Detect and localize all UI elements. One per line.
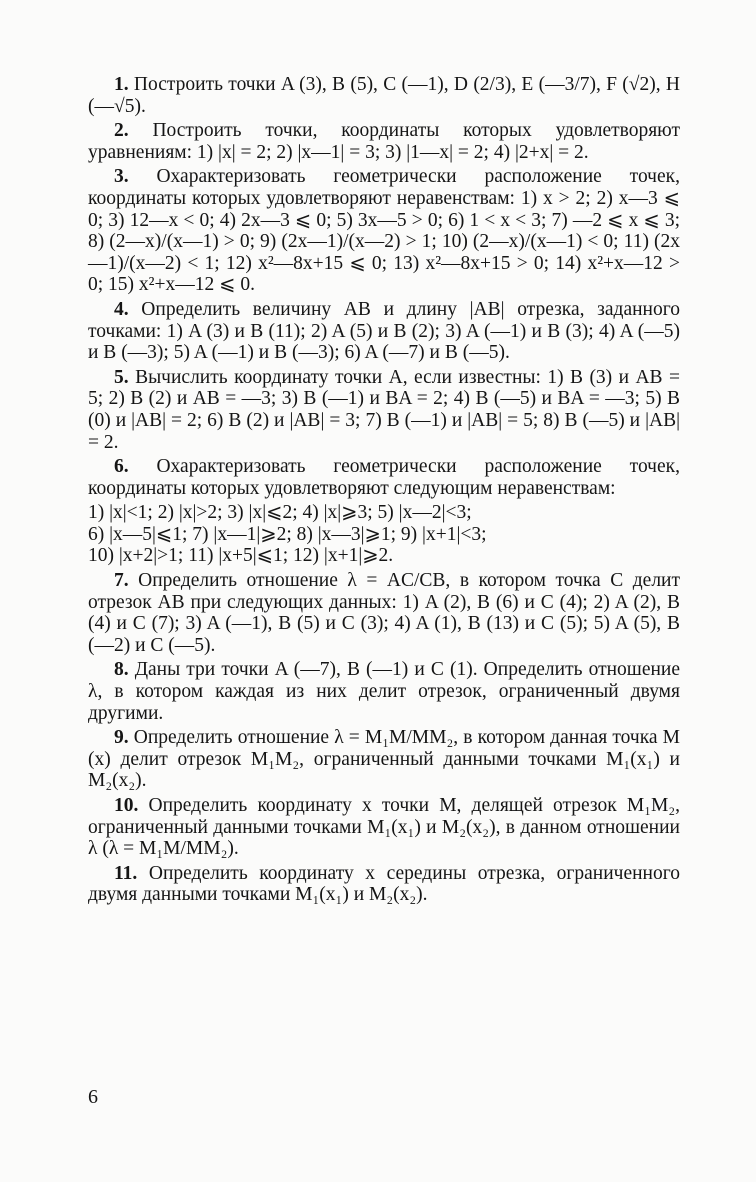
- problem-4: [88, 299, 680, 364]
- problem-text: Охарактеризовать геометрически расположение точек, координаты которых удовлетворяют неравенствам: 1) x > 2; 2) x—3 ⩽ 0; 3) 12—x < 0; 4) 2x—3 ⩽ 0; 5) 3x—5 > 0; 6) 1 < x < 3; 7) —2 ⩽ x ⩽ 3; 8) (2—x)/(x—1) > 0; 9) (2x—1)/(x—2) > 1; 10) (2—x)/(x—1) < 0; 11) (2x—1)/(x—2) < 1; 12) x²—8x+15 ⩽ 0; 13) x²—8x+15 > 0; 14) x²+x—12 > 0; 15) x²+x—12 ⩽ 0.: [88, 166, 680, 296]
- problem-text: Определить координату x точки M, делящей отрезок M₁M₂, ограниченный данными точками M₁(x₁) и M₂(x₂), в данном отношении λ (λ = M₁M/MM₂).: [88, 795, 681, 860]
- problem-text: Определить отношение λ = AC/CB, в котором точка C делит отрезок AB при следующих данных: 1) A (2), B (6) и C (4); 2) A (2), B (4) и C (7); 3) A (—1), B (5) и C (3); 4) A (1), B (13) и C (5); 5) A (5), B (—2) и C (—5).: [88, 570, 681, 656]
- problem-6-inequalities: [88, 502, 680, 567]
- problem-number: 1.: [114, 74, 129, 95]
- problem-number: 10.: [114, 795, 139, 816]
- inequality-row: 1) |x|<1; 2) |x|>2; 3) |x|⩽2; 4) |x|⩾3; 5) |x—2|<3;: [88, 502, 472, 524]
- problem-text: Охарактеризовать геометрически расположение точек, координаты которых удовлетворяют следующим неравенствам:: [88, 456, 680, 499]
- problem-7: [88, 570, 680, 656]
- problem-text: Определить координату x середины отрезка, ограниченного двумя данными точками M₁(x₁) и M₂(x₂).: [88, 862, 681, 906]
- problem-number: 3.: [114, 166, 129, 188]
- problem-number: 7.: [114, 570, 129, 592]
- problem-5: [88, 367, 680, 453]
- problem-2: [88, 120, 680, 163]
- problem-text: Построить точки, координаты которых удовлетворяют уравнениям: 1) |x| = 2; 2) |x—1| = 3; 3) |1—x| = 2; 4) |2+x| = 2.: [88, 120, 680, 163]
- problem-number: 6.: [114, 456, 129, 478]
- problem-11: [88, 863, 680, 906]
- problem-number: 8.: [114, 659, 129, 681]
- problem-8: [88, 659, 680, 724]
- problem-1: [88, 74, 680, 117]
- problem-text: Построить точки A (3), B (5), C (—1), D (2/3), E (—3/7), F (√2), H (—√5).: [88, 74, 680, 117]
- problem-number: 9.: [114, 727, 129, 749]
- problem-text: Определить отношение λ = M₁M/MM₂, в котором данная точка M (x) делит отрезок M₁M₂, ограниченный данными точками M₁(x₁) и M₂(x₂).: [88, 727, 680, 792]
- problem-9: [88, 727, 680, 792]
- problem-number: 11.: [114, 862, 138, 884]
- problem-text: Определить величину AB и длину |AB| отрезка, заданного точками: 1) A (3) и B (11); 2) A (5) и B (2); 3) A (—1) и B (3); 4) A (—5) и B (—3); 5) A (—1) и B (—3); 6) A (—7) и B (—5).: [88, 298, 680, 364]
- problem-6: [88, 456, 680, 499]
- inequality-row: 6) |x—5|⩽1; 7) |x—1|⩾2; 8) |x—3|⩾1; 9) |x+1|<3;: [88, 523, 487, 545]
- problem-3: [88, 166, 680, 296]
- problem-10: [88, 795, 680, 860]
- inequality-row: 10) |x+2|>1; 11) |x+5|⩽1; 12) |x+1|⩾2.: [88, 545, 394, 567]
- problem-number: 2.: [114, 120, 129, 142]
- problem-text: Даны три точки A (—7), B (—1) и C (1). Определить отношение λ, в котором каждая из них делит отрезок, ограниченный двумя другими.: [88, 659, 680, 724]
- problem-number: 4.: [114, 298, 129, 320]
- problem-number: 5.: [114, 366, 129, 388]
- problem-list: [88, 74, 680, 909]
- page-number: 6: [88, 1086, 98, 1108]
- problem-text: Вычислить координату точки A, если известны: 1) B (3) и AB = 5; 2) B (2) и AB = —3; 3) B (—1) и BA = 2; 4) B (—5) и BA = —3; 5) B (0) и |AB| = 2; 6) B (2) и |AB| = 3; 7) B (—1) и |AB| = 5; 8) B (—5) и |AB| = 2.: [88, 366, 680, 453]
